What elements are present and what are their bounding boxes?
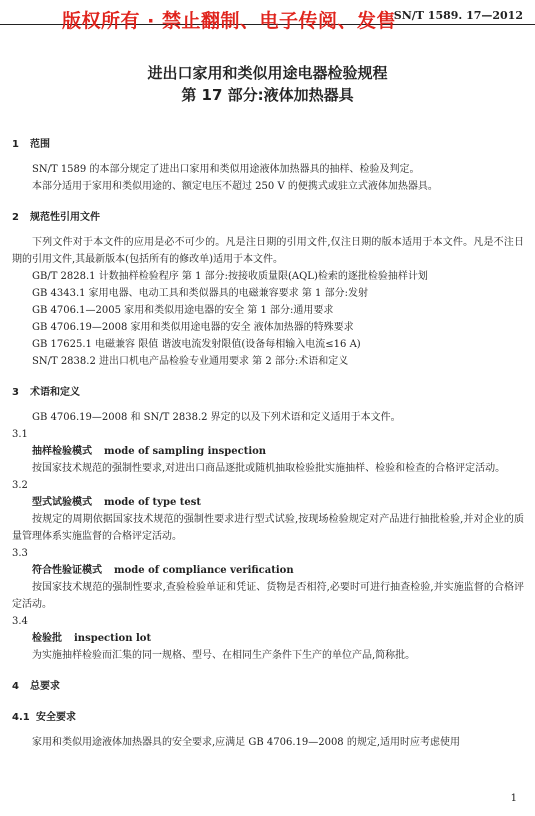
term-name-en: inspection lot bbox=[74, 633, 152, 644]
subsection-heading-safety bbox=[12, 709, 524, 726]
title-line-1: 进出口家用和类似用途电器检验规程 bbox=[147, 64, 388, 82]
term-name-en: mode of compliance verification bbox=[114, 565, 294, 576]
term-number: 3.3 bbox=[12, 548, 28, 559]
document-body bbox=[12, 136, 524, 751]
term-name-zh: 检验批 bbox=[32, 633, 62, 644]
section-heading-scope bbox=[12, 136, 524, 153]
scope-paragraph-2: 本部分适用于家用和类似用途的、额定电压不超过 250 V 的便携式或驻立式液体加热器具。 bbox=[32, 181, 438, 192]
subsection-number: 4.1 bbox=[12, 712, 30, 723]
scope-paragraph-1: SN/T 1589 的本部分规定了进出口家用和类似用途液体加热器具的抽样、检验及判定。 bbox=[32, 164, 420, 175]
reference-item: GB 4706.19—2008 家用和类似用途电器的安全 液体加热器的特殊要求 bbox=[32, 322, 354, 333]
section-number: 3 bbox=[12, 387, 19, 398]
page-number: 1 bbox=[510, 793, 517, 804]
terms-intro: GB 4706.19—2008 和 SN/T 2838.2 界定的以及下列术语和定义适用于本文件。 bbox=[32, 412, 401, 423]
document-title bbox=[0, 62, 535, 106]
term-name-en: mode of sampling inspection bbox=[104, 446, 267, 457]
term-definition: 为实施抽样检验而汇集的同一规格、型号、在相同生产条件下生产的单位产品,简称批。 bbox=[32, 650, 416, 661]
term-name-zh: 符合性验证模式 bbox=[32, 565, 102, 576]
term-name bbox=[12, 443, 524, 460]
section-heading-terms-definitions bbox=[12, 384, 524, 401]
reference-item: GB 4706.1—2005 家用和类似用途电器的安全 第 1 部分:通用要求 bbox=[32, 305, 334, 316]
term-name-zh: 抽样检验模式 bbox=[32, 446, 92, 457]
title-line-2: 第 17 部分:液体加热器具 bbox=[181, 86, 354, 104]
section-heading-normative-references bbox=[12, 209, 524, 226]
term-number: 3.1 bbox=[12, 429, 28, 440]
section-number: 4 bbox=[12, 681, 19, 692]
reference-item: SN/T 2838.2 进出口机电产品检验专业通用要求 第 2 部分:术语和定义 bbox=[32, 356, 349, 367]
section-number: 2 bbox=[12, 212, 19, 223]
references-intro: 下列文件对于本文件的应用是必不可少的。凡是注日期的引用文件,仅注日期的版本适用于本文件。凡是不注日期的引用文件,其最新版本(包括所有的修改单)适用于本文件。 bbox=[12, 237, 524, 265]
section-heading-general-requirements bbox=[12, 678, 524, 695]
watermark-text: 版权所有 · 禁止翻制、电子传阅、发售 bbox=[62, 10, 396, 32]
term-definition: 按国家技术规范的强制性要求,查验检验单证和凭证、货物是否相符,必要时可进行抽查检验,并实施监督的合格评定活动。 bbox=[12, 582, 524, 610]
section-title: 规范性引用文件 bbox=[30, 212, 100, 223]
term-name bbox=[12, 494, 524, 511]
term-name-en: mode of type test bbox=[104, 497, 202, 508]
term-number: 3.2 bbox=[12, 480, 28, 491]
reference-item: GB/T 2828.1 计数抽样检验程序 第 1 部分:按接收质量限(AQL)检索的逐批检验抽样计划 bbox=[32, 271, 428, 282]
term-definition: 按规定的周期依据国家技术规范的强制性要求进行型式试验,按现场检验规定对产品进行抽批检验,并对企业的质量管理体系实施监督的合格评定活动。 bbox=[12, 514, 524, 542]
term-name bbox=[12, 630, 524, 647]
term-name-zh: 型式试验模式 bbox=[32, 497, 92, 508]
term-name bbox=[12, 562, 524, 579]
reference-item: GB 4343.1 家用电器、电动工具和类似器具的电磁兼容要求 第 1 部分:发射 bbox=[32, 288, 368, 299]
term-number: 3.4 bbox=[12, 616, 28, 627]
section-title: 术语和定义 bbox=[30, 387, 80, 398]
reference-item: GB 17625.1 电磁兼容 限值 谐波电流发射限值(设备每相输入电流≤16 A) bbox=[32, 339, 361, 350]
section-number: 1 bbox=[12, 139, 19, 150]
safety-paragraph: 家用和类似用途液体加热器具的安全要求,应满足 GB 4706.19—2008 的规定,适用时应考虑使用 bbox=[32, 737, 461, 748]
section-title: 范围 bbox=[30, 139, 50, 150]
term-definition: 按国家技术规范的强制性要求,对进出口商品逐批或随机抽取检验批实施抽样、检验和检查的合格评定活动。 bbox=[32, 463, 506, 474]
subsection-title: 安全要求 bbox=[36, 712, 76, 723]
document-code: SN/T 1589. 17—2012 bbox=[393, 9, 523, 22]
section-title: 总要求 bbox=[30, 681, 60, 692]
